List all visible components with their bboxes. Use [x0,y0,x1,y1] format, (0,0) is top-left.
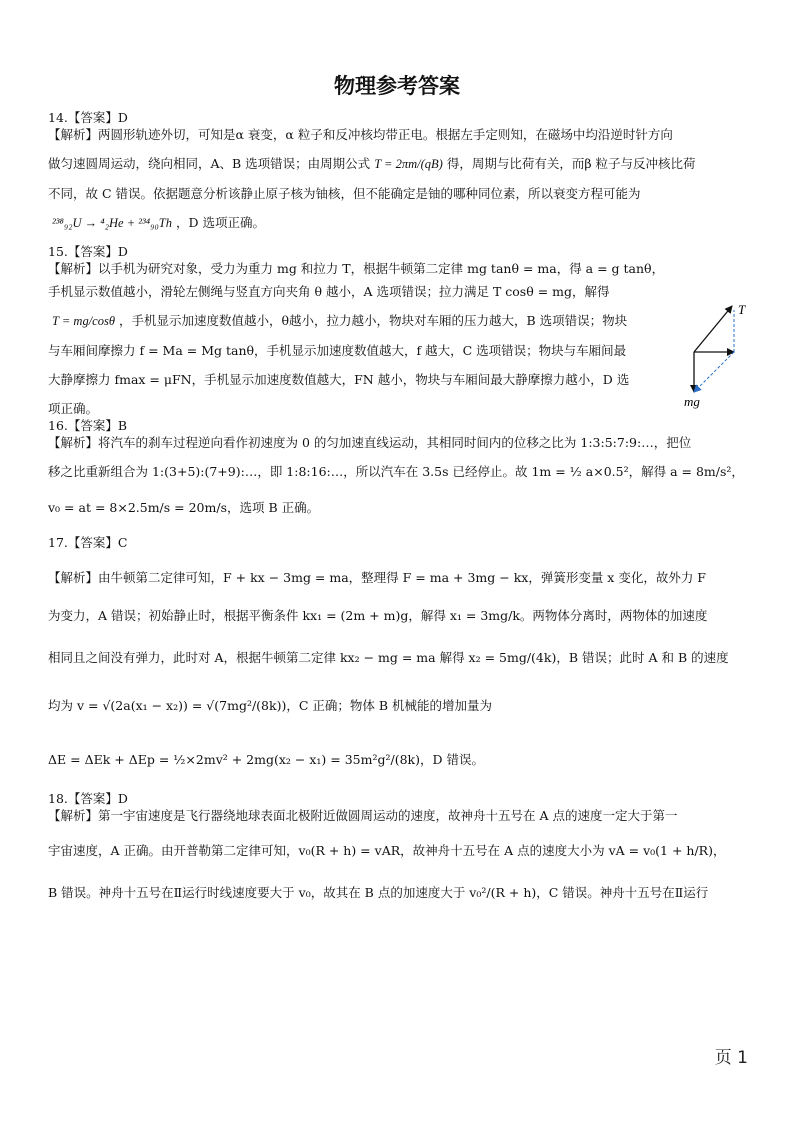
q14-line-3: 不同，故 C 错误。依据题意分析该静止原子核为铀核，但不能确定是铀的哪种同位素，所以衰变方程可能为 [48,186,641,201]
q14-line-4 [48,214,748,231]
q18-answer: 18.【答案】D [48,791,128,806]
tension-formula: T = mg/cosθ [52,314,115,328]
q17-line-4: 均为 v = √(2a(x₁ − x₂)) = √(7mg²/(8k))，C 正确；物体 B 机械能的增加量为 [48,698,492,713]
answer-content [48,109,748,908]
decay-equation: ²³⁸₉₂U → ⁴₂He + ²³⁴₉₀Th [52,216,172,230]
q15-answer: 15.【答案】D [48,244,128,259]
q14-line-2b: 得，周期与比荷有关，而β 粒子与反冲核比荷 [446,156,696,171]
q15-line-3 [48,306,684,336]
q14-line-2 [48,149,748,179]
dashed-diagonal [694,352,734,392]
gravity-label: mg [684,394,700,409]
page-title: 物理参考答案 [334,74,460,98]
q14-line-1: 【解析】两圆形轨迹外切，可知是α 衰变，α 粒子和反冲核均带正电。根据左手定则知，在磁场中均沿逆时针方向 [48,127,673,142]
q14-line-4-text: ，D 选项正确。 [176,215,265,230]
q18-line-3: B 错误。神舟十五号在Ⅱ运行时线速度要大于 v₀，故其在 B 点的加速度大于 v₀²/(R + h)，C 错误。神舟十五号在Ⅱ运行 [48,885,709,900]
q15-line-5: 大静摩擦力 fmax = μFN，手机显示加速度数值越大，FN 越小，物块与车厢间最大静摩擦力越小，D 选 [48,372,630,387]
q15-line-3-text: ，手机显示加速度数值越小，θ越小，拉力越小，物块对车厢的压力越大，B 选项错误；物块 [118,313,628,328]
period-formula: T = 2πm/(qB) [374,157,443,171]
tension-label: T [738,302,746,317]
q14-line-2a: 做匀速圆周运动，绕向相同，A、B 选项错误；由周期公式 [48,156,371,171]
q17-line-1: 【解析】由牛顿第二定律可知，F + kx − 3mg = ma，整理得 F = ma + 3mg − kx，弹簧形变量 x 变化，故外力 F [48,570,706,585]
q17-line-3: 相同且之间没有弹力，此时对 A，根据牛顿第二定律 kx₂ − mg = ma 解得 x₂ = 5mg/(4k)，B 错误；此时 A 和 B 的速度 [48,650,729,665]
q15-line-2: 手机显示数值越小，滑轮左侧绳与竖直方向夹角 θ 越小，A 选项错误；拉力满足 T cosθ = mg，解得 [48,284,610,299]
force-diagram [680,300,750,410]
tension-arrow [694,306,732,352]
q16-line-2: 移之比重新组合为 1:(3+5):(7+9):…，即 1:8:16:…，所以汽车在 3.5s 已经停止。故 1m = ½ a×0.5²，解得 a = 8m/s²， [48,464,744,479]
q15-line-1: 【解析】以手机为研究对象，受力为重力 mg 和拉力 T，根据牛顿第二定律 mg tanθ = ma，得 a = g tanθ， [48,261,665,276]
q17-answer: 17.【答案】C [48,535,128,550]
q18-line-1: 【解析】第一宇宙速度是飞行器绕地球表面北极附近做圆周运动的速度，故神舟十五号在 A 点的速度一定大于第一 [48,808,678,823]
q16-line-3: v₀ = at = 8×2.5m/s = 20m/s，选项 B 正确。 [48,500,320,515]
q16-line-1: 【解析】将汽车的刹车过程逆向看作初速度为 0 的匀加速直线运动，其相同时间内的位移之比为 1:3:5:7:9:…，把位 [48,435,692,450]
q15-line-6: 项正确。 [48,401,99,416]
q14-answer: 14.【答案】D [48,110,128,125]
q16-answer: 16.【答案】B [48,418,128,433]
q15-line-4: 与车厢间摩擦力 f = Ma = Mg tanθ，手机显示加速度数值越大，f 越大，C 选项错误；物块与车厢间最 [48,343,627,358]
q17-line-5: ΔE = ΔEk + ΔEp = ½×2mv² + 2mg(x₂ − x₁) = 35m²g²/(8k)，D 错误。 [48,752,484,767]
q17-line-2: 为变力，A 错误；初始静止时，根据平衡条件 kx₁ = (2m + m)g，解得 x₁ = 3mg/k。两物体分离时，两物体的加速度 [48,608,708,623]
page-number: 页 1 [714,1048,748,1068]
q18-line-2: 宇宙速度，A 正确。由开普勒第二定律可知，v₀(R + h) = vAR，故神舟十五号在 A 点的速度大小为 vA = v₀(1 + h/R)， [48,843,726,858]
